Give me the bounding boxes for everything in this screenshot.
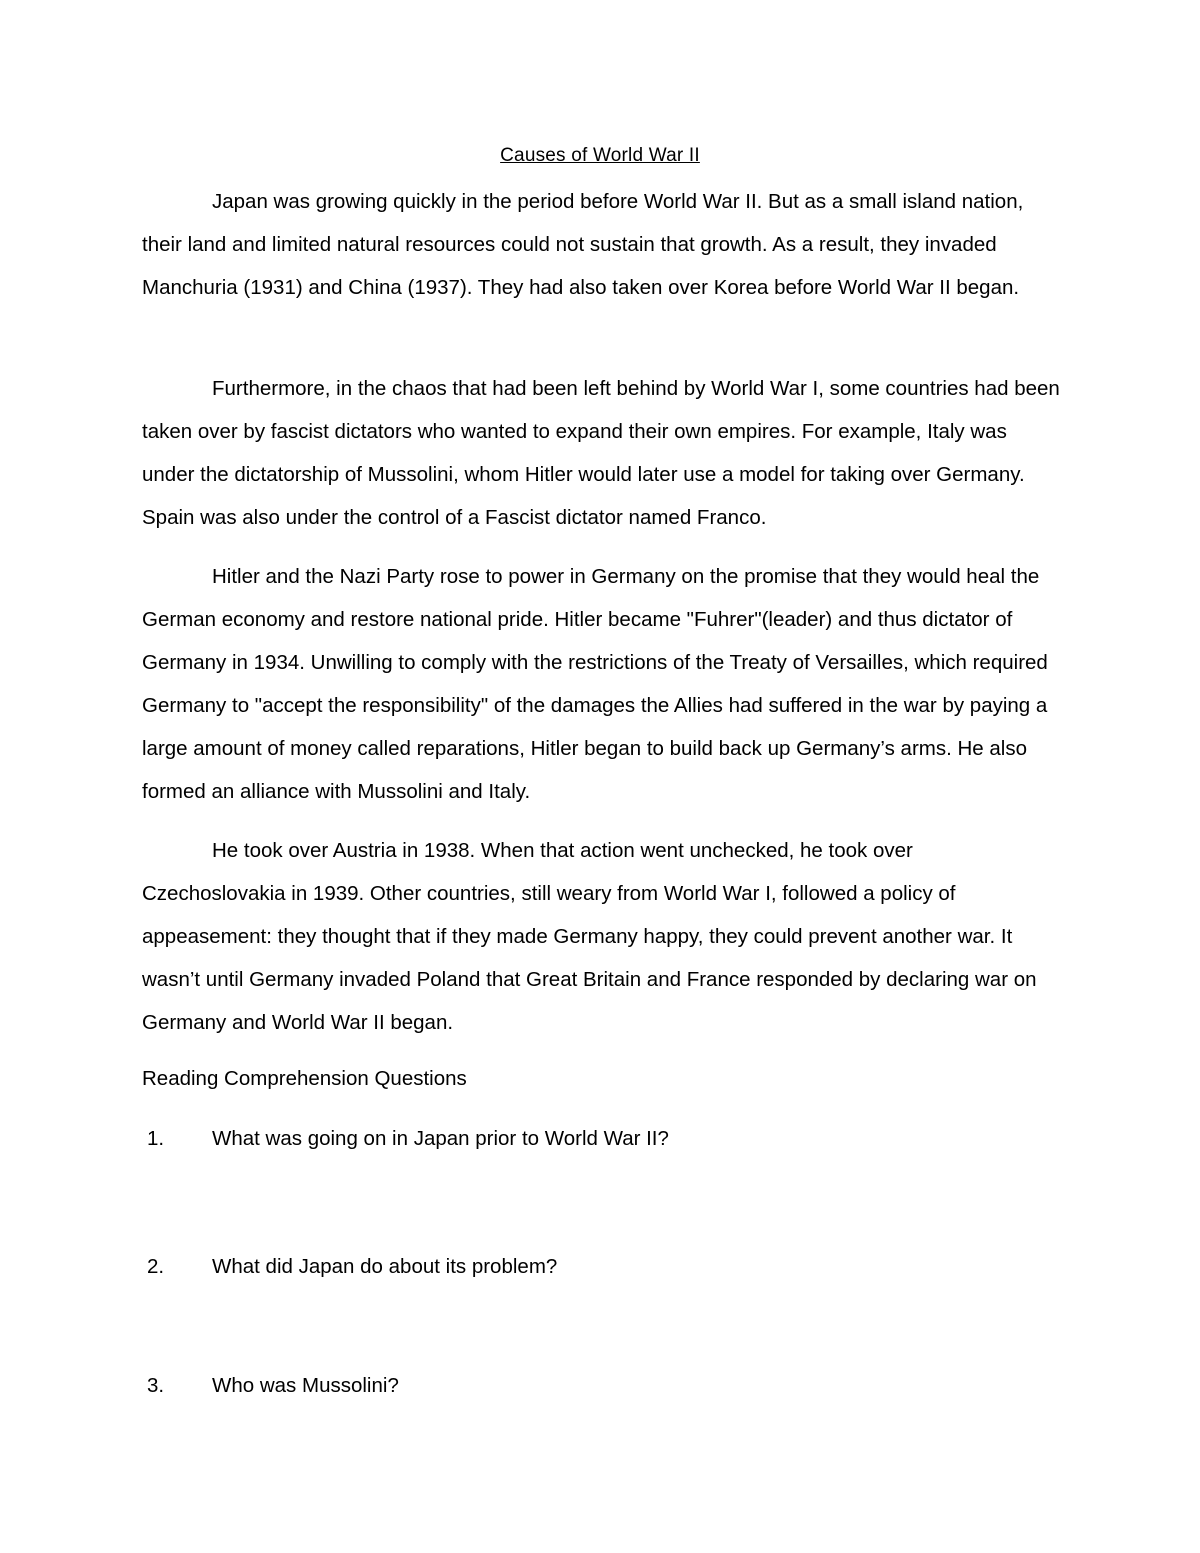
question-item — [142, 1255, 557, 1279]
paragraph-text: He took over Austria in 1938. When that action went unchecked, he took over Czechoslovakia in 1939. Other countries, still weary from World War I, followed a policy of appeasement: they thought that if they made Germany happy, they could prevent another war. It wasn’t until Germany invaded Poland that Great Britain and France responded by declaring war on Germany and World War II began. — [142, 839, 1037, 1034]
question-text: What was going on in Japan prior to World War II? — [212, 1127, 669, 1150]
paragraph-text: Hitler and the Nazi Party rose to power in Germany on the promise that they would heal the German economy and restore national pride. Hitler became "Fuhrer"(leader) and thus dictator of Germany in 1934. Unwilling to comply with the restrictions of the Treaty of Versailles, which required Germany to "accept the responsibility" of the damages the Allies had suffered in the war by paying a large amount of money called reparations, Hitler began to build back up Germany’s arms. He also formed an alliance with Mussolini and Italy. — [142, 565, 1048, 803]
paragraph-japan — [142, 180, 1062, 309]
paragraph-text: Japan was growing quickly in the period before World War II. But as a small island nation, their land and limited natural resources could not sustain that growth. As a result, they invaded Manchuria (1931) and China (1937). They had also taken over Korea before World War II began. — [142, 190, 1024, 299]
paragraph-hitler-rise — [142, 555, 1062, 813]
question-number: 3. — [147, 1374, 165, 1397]
question-item — [142, 1374, 399, 1398]
question-text: Who was Mussolini? — [212, 1374, 399, 1397]
document-title: Causes of World War II — [500, 145, 700, 166]
question-text: What did Japan do about its problem? — [212, 1255, 558, 1278]
paragraph-fascist-dictators — [142, 367, 1062, 539]
questions-heading: Reading Comprehension Questions — [142, 1067, 467, 1090]
question-item — [142, 1127, 669, 1151]
paragraph-text: Furthermore, in the chaos that had been left behind by World War I, some countries had been taken over by fascist dictators who wanted to expand their own empires. For example, Italy was under the dictatorship of Mussolini, whom Hitler would later use a model for taking over Germany. Spain was also under the control of a Fascist dictator named Franco. — [142, 377, 1060, 529]
question-number: 2. — [147, 1255, 165, 1278]
question-number: 1. — [147, 1127, 165, 1150]
paragraph-war-begins — [142, 829, 1062, 1044]
